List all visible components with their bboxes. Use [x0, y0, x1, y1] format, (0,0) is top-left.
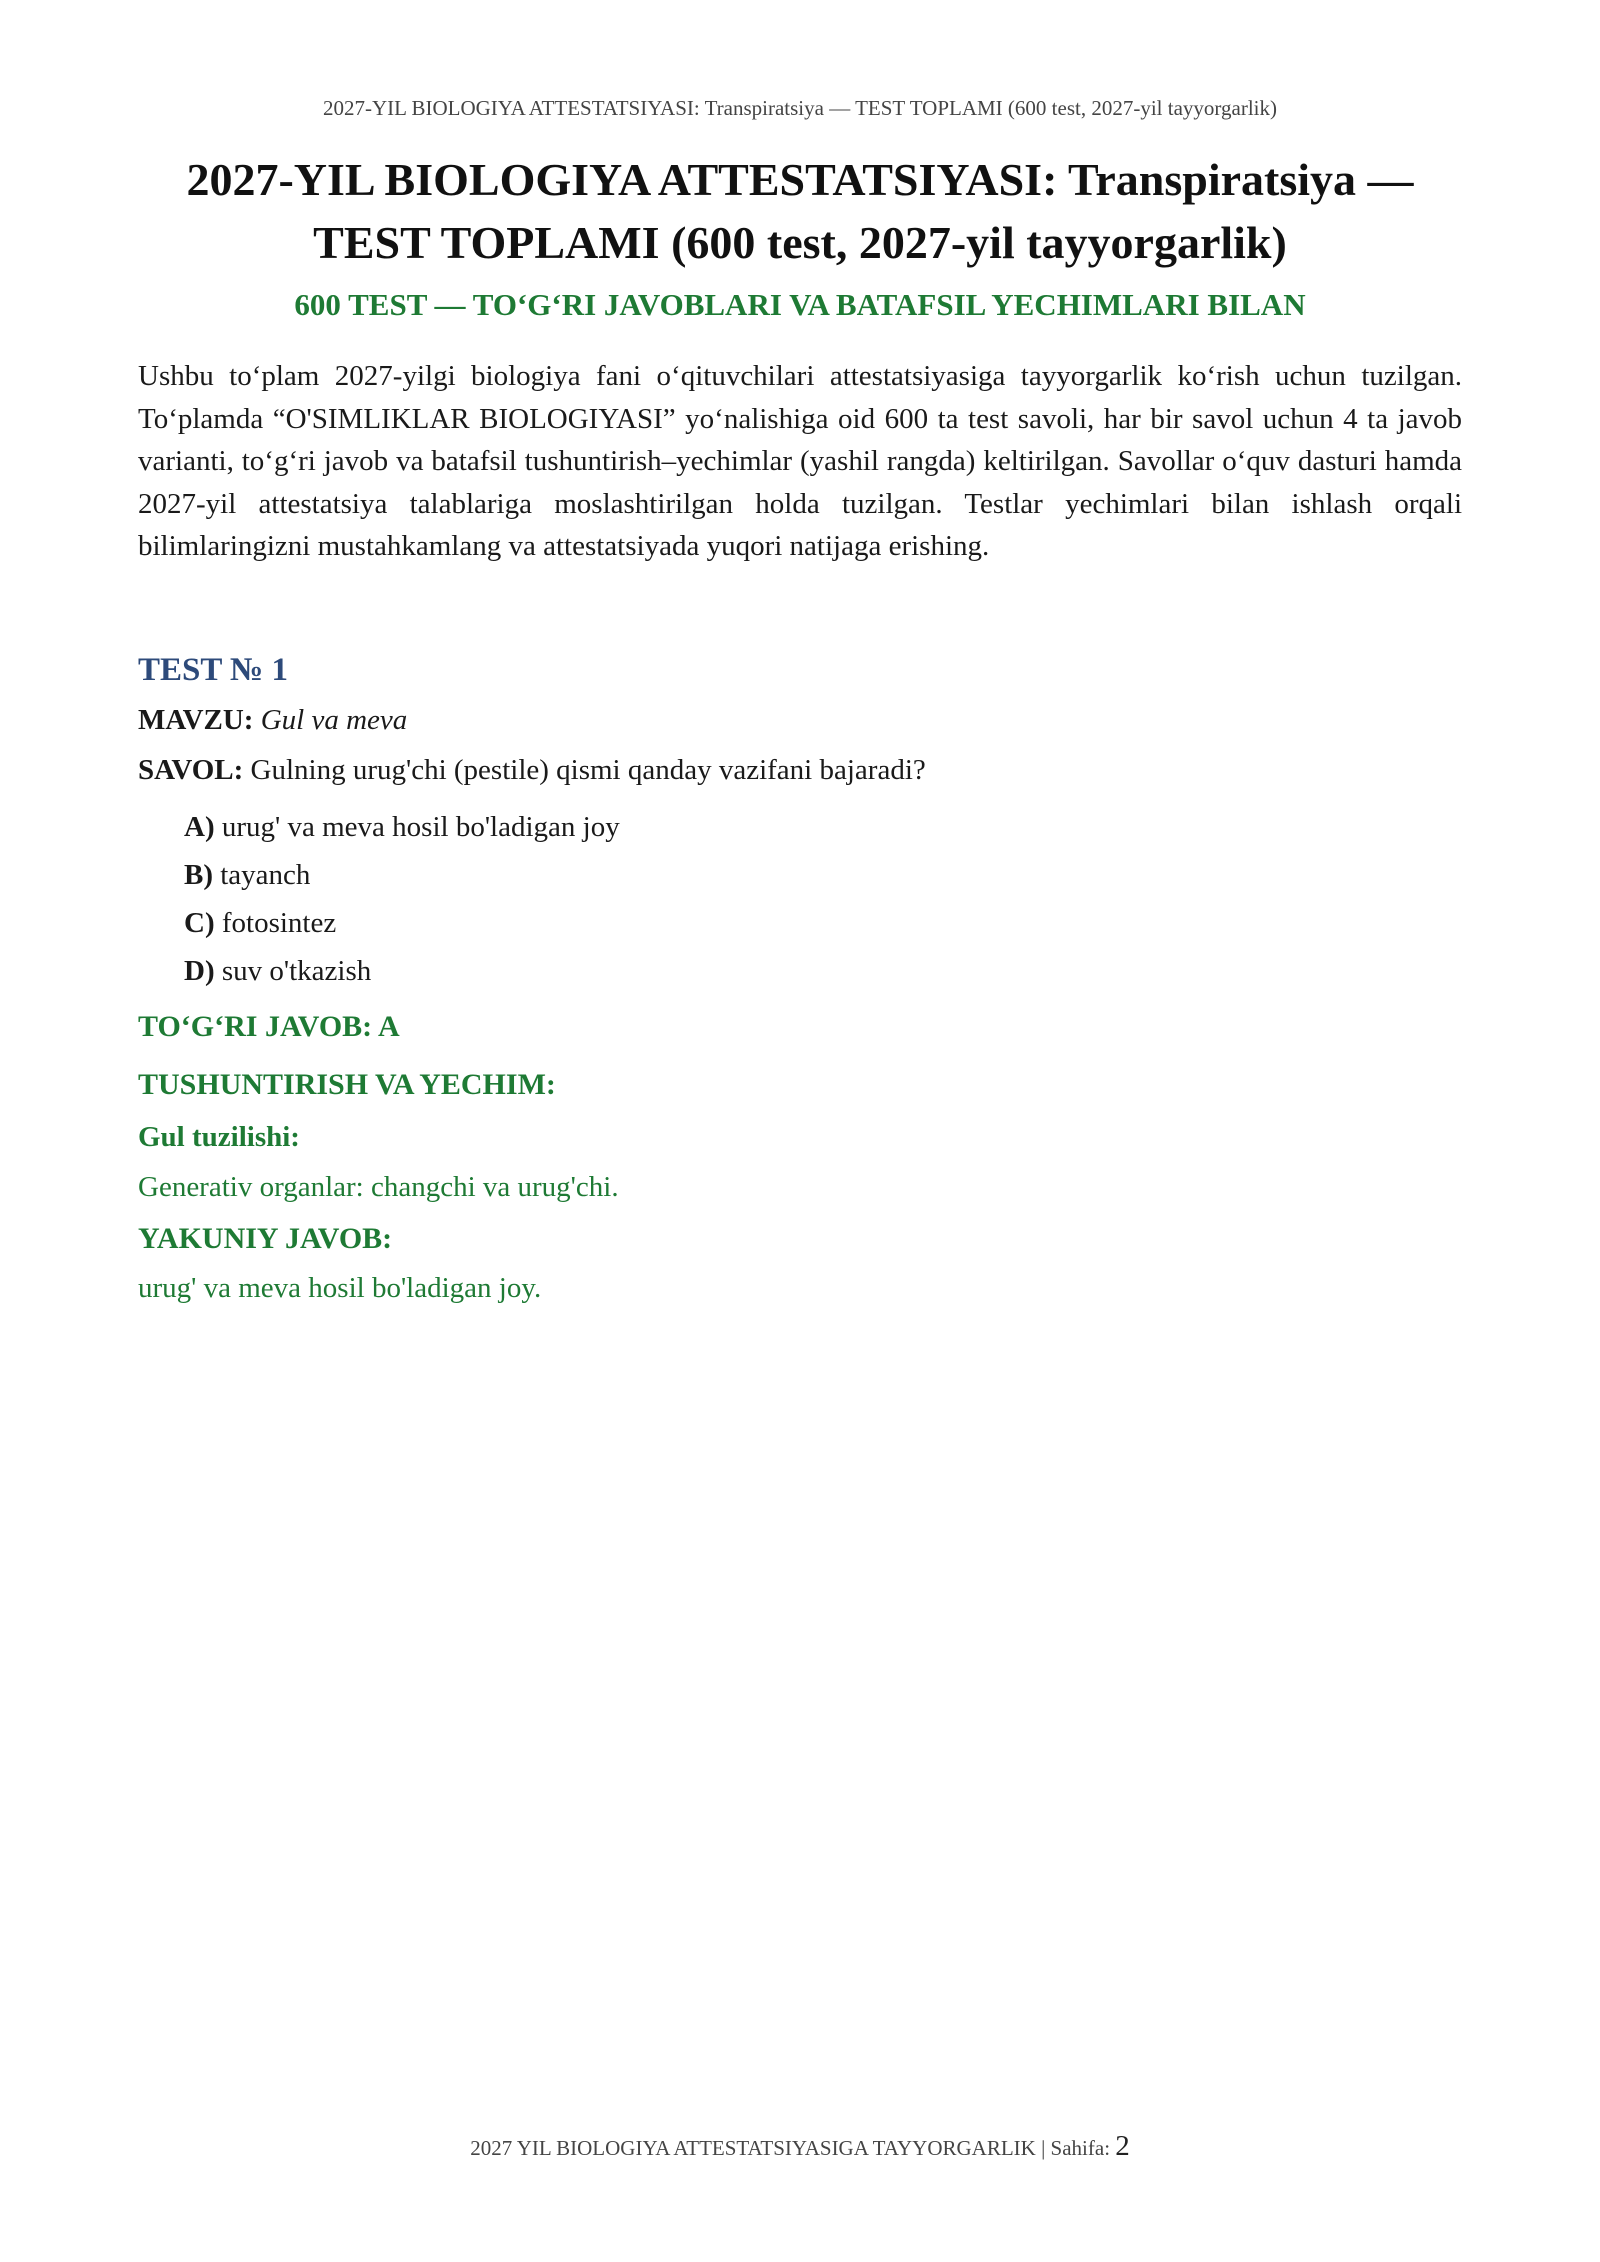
intro-paragraph: Ushbu to‘plam 2027-yilgi biologiya fani o‘qituvchilari attestatsiyasiga tayyorgarlik ko‘rish uchun tuzilgan. To‘plamda “O'SIMLIKLAR BIOLOGIYASI” yo‘nalishiga oid 600 ta test savoli, har bir savol uchun 4 ta javob varianti, to‘g‘ri javob va batafsil tushuntirish–yechimlar (yashil rangda) keltirilgan. Savollar o‘quv dasturi hamda 2027-yil attestatsiya talablariga moslashtirilgan holda tuzilgan. Testlar yechimlari bilan ishlash orqali bilimlaringizni mustahkamlang va attestatsiyada yuqori natijaga erishing.: [138, 360, 1462, 562]
option-letter: D): [184, 955, 215, 987]
document-subtitle: 600 TEST — TO‘G‘RI JAVOBLARI VA BATAFSIL YECHIMLARI BILAN: [294, 287, 1306, 322]
title-line-2: TEST TOPLAMI (600 test, 2027-yil tayyorgarlik): [313, 217, 1287, 268]
title-line-1: 2027-YIL BIOLOGIYA ATTESTATSIYASI: Transpiratsiya —: [186, 154, 1414, 205]
question-text: Gulning urug'chi (pestile) qismi qanday vazifani bajaradi?: [250, 754, 926, 786]
page-footer: [0, 2130, 1600, 2163]
option-text: fotosintez: [221, 907, 337, 939]
document-title: [120, 148, 1480, 274]
question-label: SAVOL:: [138, 754, 244, 786]
option-b: [184, 859, 310, 892]
footer-separator: |: [1041, 2136, 1046, 2160]
correct-answer: TO‘G‘RI JAVOB: A: [138, 1010, 400, 1043]
option-text: suv o'tkazish: [221, 955, 372, 987]
option-letter: B): [184, 859, 213, 891]
footer-text: 2027 YIL BIOLOGIYA ATTESTATSIYASIGA TAYYORGARLIK: [470, 2136, 1036, 2160]
topic-label: MAVZU:: [138, 704, 254, 736]
question-line: [138, 754, 926, 787]
page-label: Sahifa:: [1050, 2136, 1111, 2160]
test-number: TEST № 1: [138, 652, 288, 688]
final-answer-text: urug' va meva hosil bo'ladigan joy.: [138, 1272, 542, 1304]
option-letter: A): [184, 811, 215, 843]
explanation-subheading: Gul tuzilishi:: [138, 1121, 300, 1153]
explanation-heading: TUSHUNTIRISH VA YECHIM:: [138, 1068, 556, 1101]
running-header: 2027-YIL BIOLOGIYA ATTESTATSIYASI: Transpiratsiya — TEST TOPLAMI (600 test, 2027-yil tayyorgarlik): [323, 96, 1277, 120]
option-a: [184, 811, 620, 844]
option-c: [184, 907, 336, 940]
page-number: 2: [1115, 2130, 1130, 2162]
topic-line: [138, 704, 407, 737]
option-text: urug' va meva hosil bo'ladigan joy: [221, 811, 620, 843]
explanation-text: Generativ organlar: changchi va urug'chi.: [138, 1171, 619, 1203]
option-text: tayanch: [220, 859, 311, 891]
final-answer-heading: YAKUNIY JAVOB:: [138, 1222, 393, 1255]
option-d: [184, 955, 371, 988]
topic-value: Gul va meva: [260, 704, 408, 736]
option-letter: C): [184, 907, 215, 939]
